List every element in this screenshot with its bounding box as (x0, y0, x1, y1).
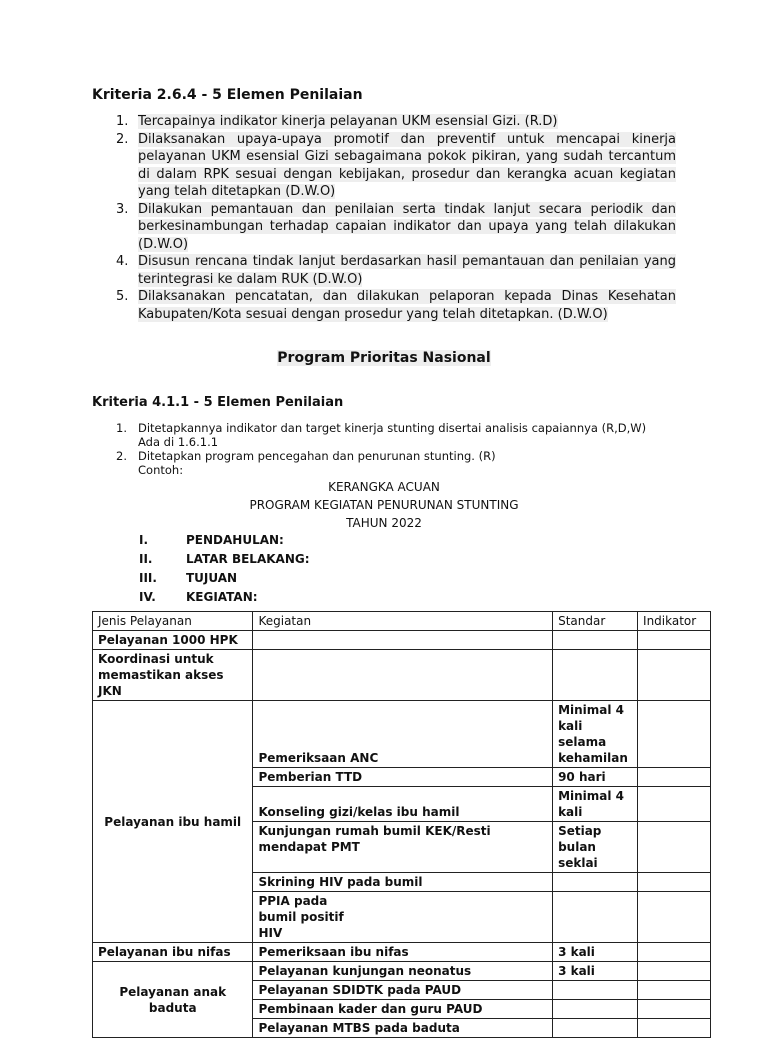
activity-text: PPIA pada bumil positif HIV (258, 894, 344, 940)
header-cell: Indikator (638, 612, 711, 631)
list-item (116, 131, 676, 201)
activity-table (92, 611, 711, 1038)
kak-title-line: PROGRAM KEGIATAN PENURUNAN STUNTING (249, 498, 519, 512)
standard-cell: 3 kali (553, 962, 638, 981)
kak-outline (139, 530, 310, 606)
standard-cell (553, 981, 638, 1000)
kak-title (0, 478, 768, 532)
service-cell: Koordinasi untuk memastikan akses JKN (93, 650, 253, 701)
item-text: Ditetapkan program pencegahan dan penurunan stunting. (R) (138, 449, 496, 463)
standard-cell (553, 650, 638, 701)
standard-cell: 3 kali (553, 943, 638, 962)
standard-cell: 90 hari (553, 768, 638, 787)
activity-cell (253, 650, 553, 701)
table-row (93, 701, 711, 768)
activity-cell: Pemberian TTD (253, 768, 553, 787)
service-cell: Pelayanan anak baduta (93, 962, 253, 1038)
header-cell: Kegiatan (253, 612, 553, 631)
item-number: 5. (116, 289, 129, 304)
section2-list (116, 421, 676, 477)
outline-item (139, 587, 310, 606)
service-cell: Pelayanan 1000 HPK (93, 631, 253, 650)
indicator-cell (638, 701, 711, 768)
item-note: Ada di 1.6.1.1 (138, 435, 219, 449)
standard-cell: Minimal 4 kali selama kehamilan (553, 701, 638, 768)
outline-label: KEGIATAN: (186, 589, 258, 604)
standard-cell (553, 873, 638, 892)
activity-cell (253, 892, 553, 943)
item-text: Disusun rencana tindak lanjut berdasarkan hasil pemantauan dan penilaian yang terintegrasi ke dalam RUK (D.W.O) (138, 254, 676, 287)
indicator-cell (638, 981, 711, 1000)
kak-title-line: TAHUN 2022 (346, 516, 422, 530)
outline-number: I. (139, 532, 149, 547)
outline-label: PENDAHULAN: (186, 532, 284, 547)
table-row (93, 631, 711, 650)
indicator-cell (638, 892, 711, 943)
indicator-cell (638, 873, 711, 892)
list-item (116, 253, 676, 288)
item-number: 4. (116, 254, 129, 269)
indicator-cell (638, 787, 711, 822)
indicator-cell (638, 1000, 711, 1019)
activity-cell (253, 631, 553, 650)
outline-number: IV. (139, 589, 156, 604)
indicator-cell (638, 650, 711, 701)
outline-item (139, 568, 310, 587)
item-text: Tercapainya indikator kinerja pelayanan UKM esensial Gizi. (R.D) (138, 114, 558, 129)
item-note: Contoh: (138, 463, 184, 477)
indicator-cell (638, 822, 711, 873)
item-number: 3. (116, 201, 129, 217)
outline-label: TUJUAN (186, 570, 238, 585)
list-item (116, 201, 676, 254)
item-text: Dilaksanakan upaya-upaya promotif dan preventif untuk mencapai kinerja pelayanan UKM esensial Gizi sebagaimana pokok pikiran, yang sudah tercantum di dalam RPK sesuai dengan kebijakan, prosedur dan kerangka acuan kegiatan yang telah ditetapkan (D.W.O) (138, 131, 676, 199)
section1-list (116, 113, 676, 323)
outline-item (139, 530, 310, 549)
indicator-cell (638, 631, 711, 650)
activity-cell: Pelayanan SDIDTK pada PAUD (253, 981, 553, 1000)
header-cell: Standar (553, 612, 638, 631)
outline-number: II. (139, 551, 153, 566)
table-row (93, 650, 711, 701)
section1-heading: Kriteria 2.6.4 - 5 Elemen Penilaian (92, 87, 363, 103)
standard-cell (553, 892, 638, 943)
standard-cell (553, 631, 638, 650)
indicator-cell (638, 962, 711, 981)
header-cell: Jenis Pelayanan (93, 612, 253, 631)
activity-cell: Pemeriksaan ANC (253, 701, 553, 768)
indicator-cell (638, 1019, 711, 1038)
activity-cell: Konseling gizi/kelas ibu hamil (253, 787, 553, 822)
program-title: Program Prioritas Nasional (277, 350, 491, 366)
item-text: Dilakukan pemantauan dan penilaian serta tindak lanjut secara periodik dan berkesinambungan terhadap capaian indikator dan upaya yang telah dilakukan (D.W.O) (138, 201, 676, 252)
kak-title-line: KERANGKA ACUAN (328, 480, 440, 494)
item-number: 1. (116, 421, 127, 435)
table-row (93, 962, 711, 981)
item-number: 2. (116, 449, 127, 463)
activity-cell: Kunjungan rumah bumil KEK/Resti mendapat PMT (253, 822, 553, 873)
standard-cell: Minimal 4 kali (553, 787, 638, 822)
item-text: Ditetapkannya indikator dan target kinerja stunting disertai analisis capaiannya (R,D,W) (138, 421, 647, 435)
indicator-cell (638, 943, 711, 962)
list-item (116, 449, 676, 477)
item-number: 1. (116, 114, 129, 129)
activity-cell: Skrining HIV pada bumil (253, 873, 553, 892)
service-cell: Pelayanan ibu hamil (93, 701, 253, 943)
standard-cell (553, 1000, 638, 1019)
section2-heading: Kriteria 4.1.1 - 5 Elemen Penilaian (92, 395, 344, 410)
service-cell: Pelayanan ibu nifas (93, 943, 253, 962)
activity-cell: Pemeriksaan ibu nifas (253, 943, 553, 962)
outline-label: LATAR BELAKANG: (186, 551, 310, 566)
standard-cell: Setiap bulan seklai (553, 822, 638, 873)
list-item (116, 113, 676, 131)
table-header-row (93, 612, 711, 631)
activity-cell: Pembinaan kader dan guru PAUD (253, 1000, 553, 1019)
activity-cell: Pelayanan kunjungan neonatus (253, 962, 553, 981)
standard-cell (553, 1019, 638, 1038)
list-item (116, 288, 676, 323)
outline-item (139, 549, 310, 568)
list-item (116, 421, 676, 449)
activity-cell: Pelayanan MTBS pada baduta (253, 1019, 553, 1038)
item-number: 2. (116, 131, 129, 147)
outline-number: III. (139, 570, 157, 585)
table-row (93, 943, 711, 962)
indicator-cell (638, 768, 711, 787)
item-text: Dilaksanakan pencatatan, dan dilakukan pelaporan kepada Dinas Kesehatan Kabupaten/Kota sesuai dengan prosedur yang telah ditetapkan. (D.W.O) (138, 289, 676, 322)
